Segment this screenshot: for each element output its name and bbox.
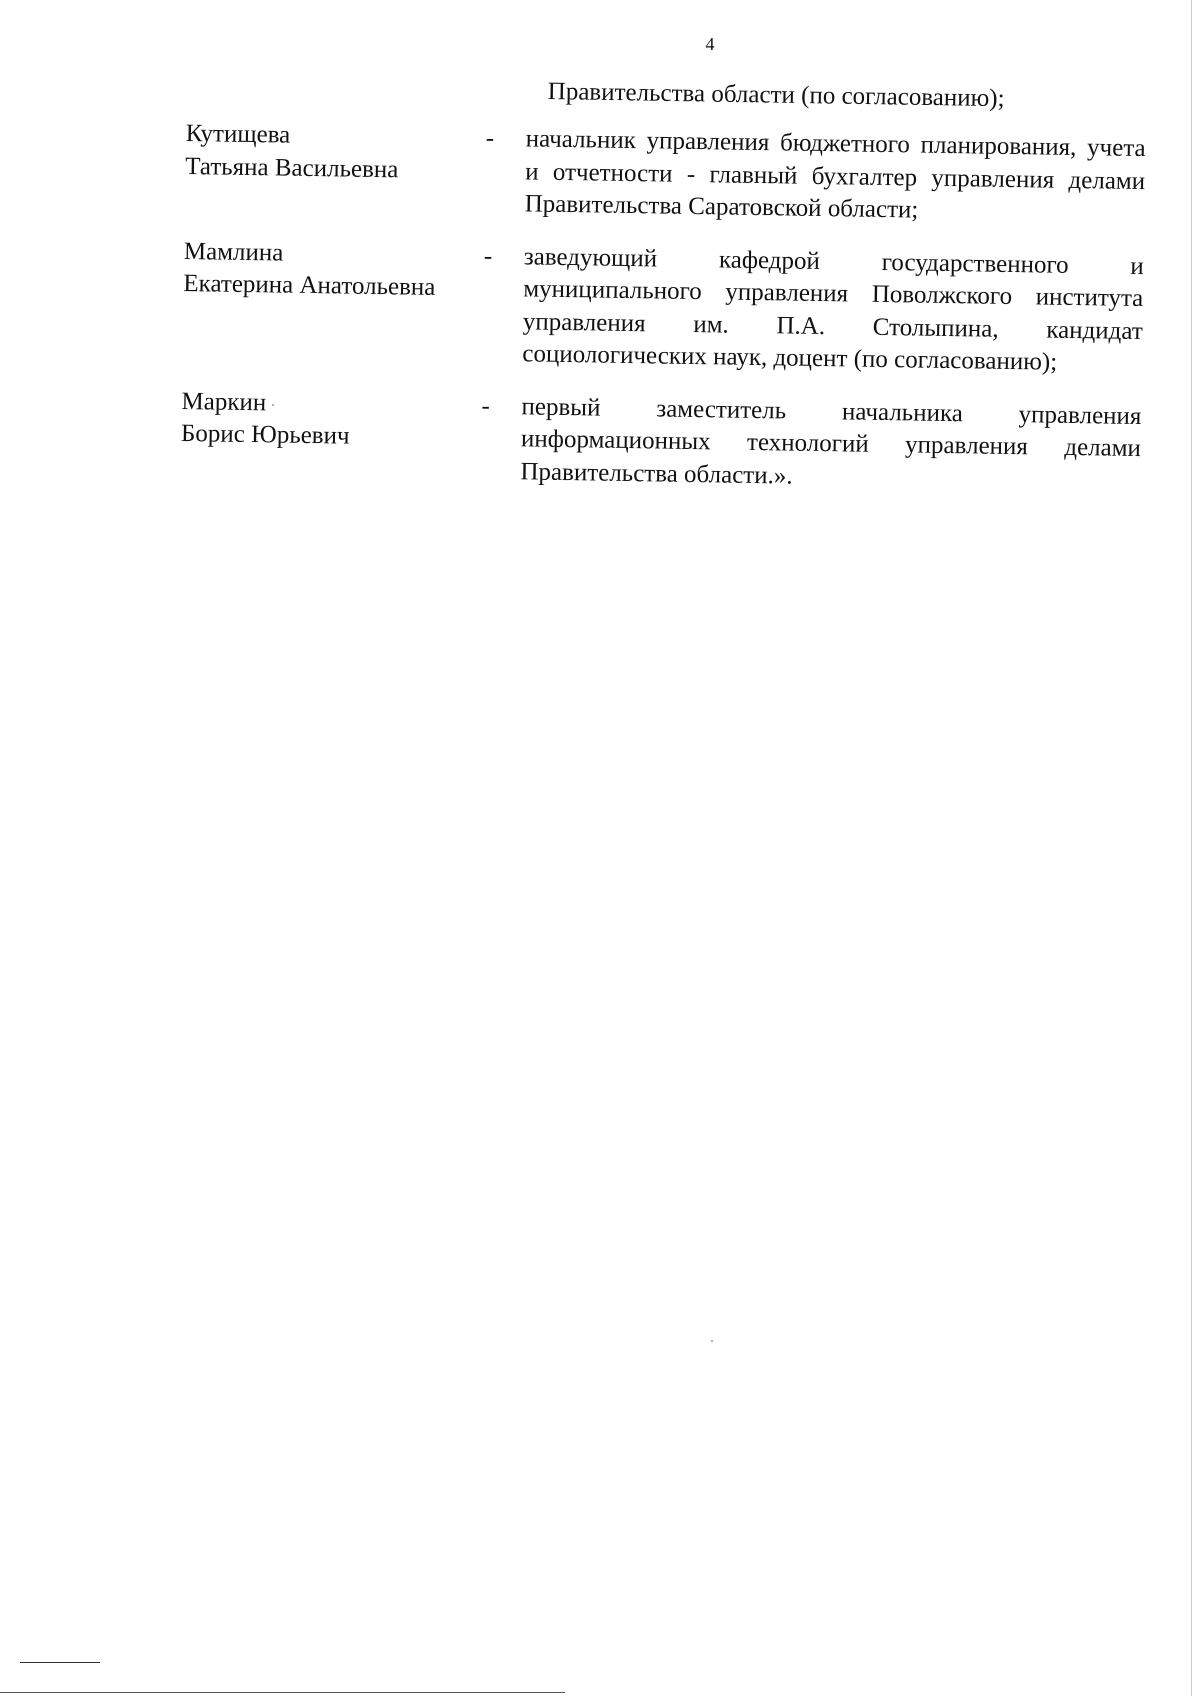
entry-dash: -	[485, 124, 495, 152]
member-name	[181, 385, 482, 455]
member-position: начальник управления бюджетного планирования, учета и отчетности - главный бухгалтер управления делами Правительства Саратовской области;	[524, 125, 1146, 224]
member-surname: Кутищева	[185, 119, 291, 149]
continuation-text: Правительства области (по согласованию);	[547, 77, 1005, 113]
scan-speck	[272, 404, 274, 406]
footnote-rule	[20, 1662, 100, 1663]
page-number: 4	[705, 34, 715, 54]
member-given-names: Екатерина Анатольевна	[183, 269, 436, 301]
entry-dash: -	[481, 392, 491, 420]
member-surname: Мамлина	[183, 237, 284, 267]
scan-edge-line	[0, 1692, 565, 1693]
scan-speck	[711, 1340, 713, 1342]
member-entry	[184, 118, 1145, 231]
member-position: заведующий кафедрой государственного и муниципального управления Поволжского института управления им. П.А. Столыпина, кандидат социологических наук, доцент (по согласованию);	[522, 242, 1145, 376]
member-entry	[182, 235, 1144, 380]
scan-edge-line	[1191, 0, 1192, 1696]
member-name	[185, 118, 486, 188]
member-position: первый заместитель начальника управления информационных технологий управления делами Правительства области.».	[520, 392, 1142, 490]
member-entry	[180, 385, 1141, 498]
member-surname: Маркин	[181, 387, 267, 416]
member-given-names: Борис Юрьевич	[180, 419, 350, 450]
member-given-names: Татьяна Васильевна	[185, 152, 399, 183]
member-name	[183, 235, 484, 305]
member-list	[180, 118, 1146, 518]
entry-dash: -	[483, 242, 493, 270]
